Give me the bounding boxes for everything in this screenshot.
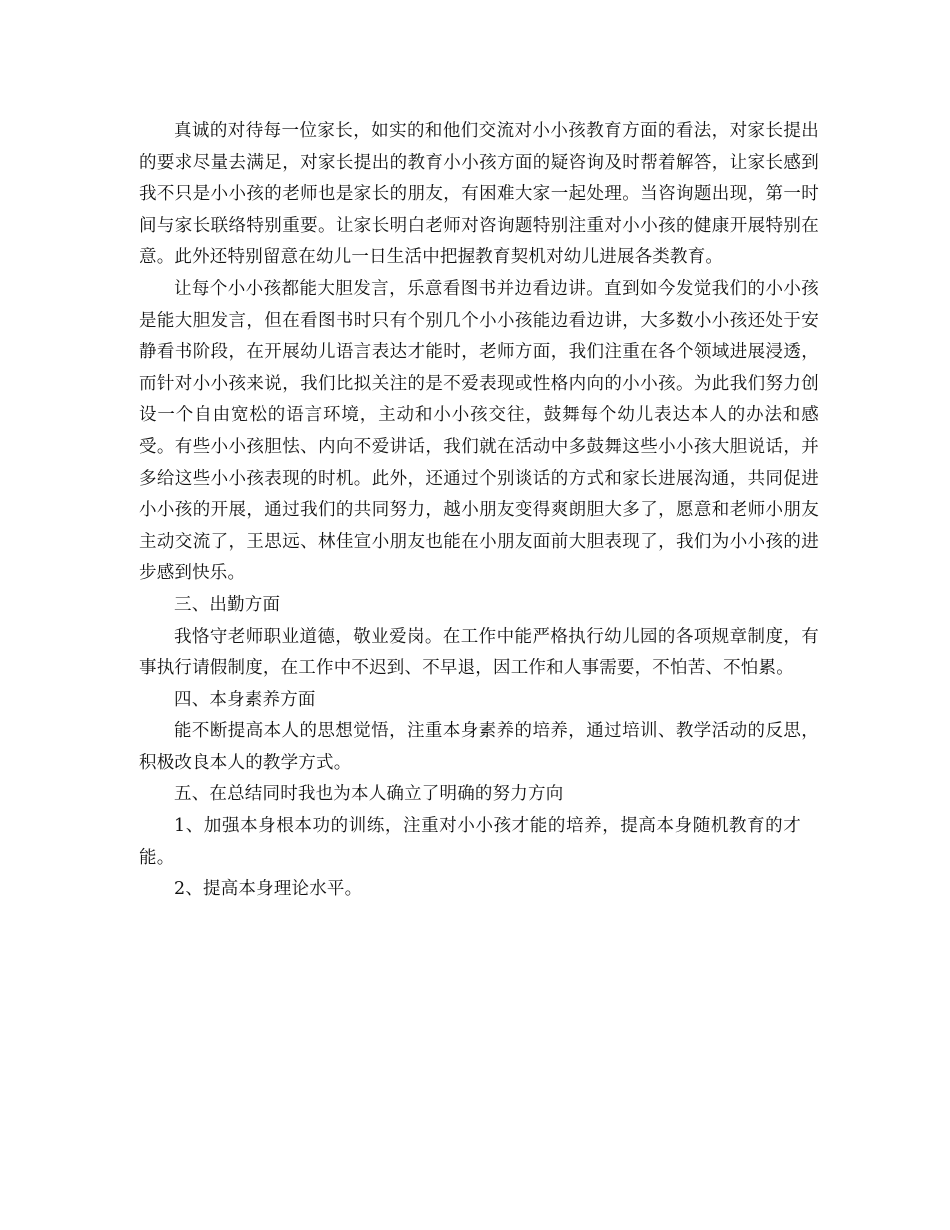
section-heading-attendance: 三、出勤方面 bbox=[174, 594, 281, 615]
section-heading-self-quality: 四、本身素养方面 bbox=[174, 689, 316, 710]
document-body bbox=[139, 116, 819, 906]
paragraph-attendance: 我恪守老师职业道德，敬业爱岗。在工作中能严格执行幼儿园的各项规章制度，有事执行请假制度，在工作中不迟到、不早退，因工作和人事需要，不怕苦、不怕累。 bbox=[139, 626, 819, 679]
list-item-theory-level: 2、提高本身理论水平。 bbox=[174, 879, 363, 900]
section-heading-direction: 五、在总结同时我也为本人确立了明确的努力方向 bbox=[174, 784, 564, 805]
paragraph-language-expression: 让每个小小孩都能大胆发言，乐意看图书并边看边讲。直到如今发觉我们的小小孩是能大胆发言，但在看图书时只有个别几个小小孩能边看边讲，大多数小小孩还处于安静看书阶段，在开展幼儿语言表达才能时，老师方面，我们注重在各个领域进展浸透，而针对小小孩来说，我们比拟关注的是不爱表现或性格内向的小小孩。为此我们努力创设一个自由宽松的语言环境，主动和小小孩交往，鼓舞每个幼儿表达本人的办法和感受。有些小小孩胆怯、内向不爱讲话，我们就在活动中多鼓舞这些小小孩大胆说话，并多给这些小小孩表现的时机。此外，还通过个别谈话的方式和家长进展沟通，共同促进小小孩的开展，通过我们的共同努力，越小朋友变得爽朗胆大多了，愿意和老师小朋友主动交流了，王思远、林佳宣小朋友也能在小朋友面前大胆表现了，我们为小小孩的进步感到快乐。 bbox=[139, 278, 819, 584]
paragraph-parent-communication: 真诚的对待每一位家长，如实的和他们交流对小小孩教育方面的看法，对家长提出的要求尽量去满足，对家长提出的教育小小孩方面的疑咨询及时帮着解答，让家长感到我不只是小小孩的老师也是家长的朋友，有困难大家一起处理。当咨询题出现，第一时间与家长联络特别重要。让家长明白老师对咨询题特别注重对小小孩的健康开展特别在意。此外还特别留意在幼儿一日生活中把握教育契机对幼儿进展各类教育。 bbox=[139, 121, 819, 268]
paragraph-self-quality: 能不断提高本人的思想觉悟，注重本身素养的培养，通过培训、教学活动的反思，积极改良本人的教学方式。 bbox=[139, 721, 819, 773]
list-item-basic-skills: 1、加强本身根本功的训练，注重对小小孩才能的培养，提高本身随机教育的才能。 bbox=[139, 816, 801, 868]
